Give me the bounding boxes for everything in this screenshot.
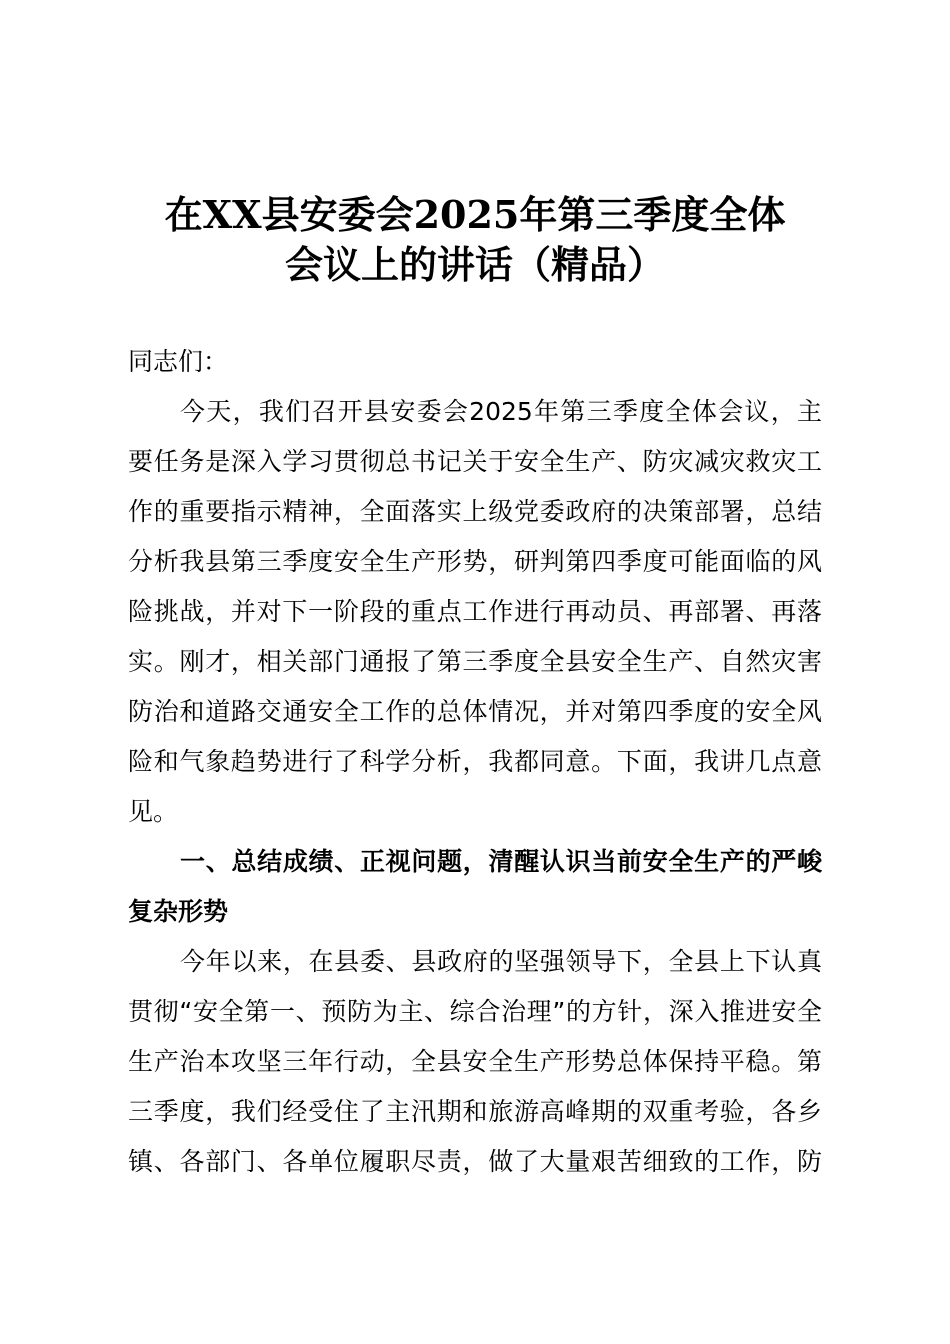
text-line: 要任务是深入学习贯彻总书记关于安全生产、防灾减灾救灾工 bbox=[128, 447, 822, 476]
text-line: 作的重要指示精神，全面落实上级党委政府的决策部署，总结 bbox=[128, 497, 822, 526]
text-line: 三季度，我们经受住了主汛期和旅游高峰期的双重考验，各乡 bbox=[128, 1097, 822, 1126]
text-line: 实。刚才，相关部门通报了第三季度全县安全生产、自然灾害 bbox=[128, 647, 822, 676]
text-line: 险挑战，并对下一阶段的重点工作进行再动员、再部署、再落 bbox=[128, 597, 822, 626]
document-title bbox=[0, 190, 950, 290]
text-line: 镇、各部门、各单位履职尽责，做了大量艰苦细致的工作，防 bbox=[128, 1147, 822, 1176]
text-line: 防治和道路交通安全工作的总体情况，并对第四季度的安全风 bbox=[128, 697, 822, 726]
text-line: 见。 bbox=[128, 797, 179, 826]
paragraph bbox=[128, 387, 822, 837]
text-line: 险和气象趋势进行了科学分析，我都同意。下面，我讲几点意 bbox=[128, 747, 822, 776]
paragraph bbox=[128, 937, 822, 1187]
text-line: 复杂形势 bbox=[128, 897, 229, 926]
text-line: 贯彻“安全第一、预防为主、综合治理”的方针，深入推进安全 bbox=[128, 997, 822, 1026]
text-line: 分析我县第三季度安全生产形势，研判第四季度可能面临的风 bbox=[128, 547, 822, 576]
text-line: 今天，我们召开县安委会2025年第三季度全体会议，主 bbox=[180, 397, 822, 426]
salutation: 同志们： bbox=[128, 347, 229, 376]
text-line: 生产治本攻坚三年行动，全县安全生产形势总体保持平稳。第 bbox=[128, 1047, 822, 1076]
text-line: 一、总结成绩、正视问题，清醒认识当前安全生产的严峻 bbox=[180, 847, 822, 876]
document-body bbox=[128, 337, 822, 1187]
section-heading bbox=[128, 837, 822, 937]
text-line: 今年以来，在县委、县政府的坚强领导下，全县上下认真 bbox=[180, 947, 822, 976]
title-line: 在XX县安委会2025年第三季度全体 bbox=[164, 192, 786, 237]
title-line: 会议上的讲话（精品） bbox=[284, 242, 665, 287]
